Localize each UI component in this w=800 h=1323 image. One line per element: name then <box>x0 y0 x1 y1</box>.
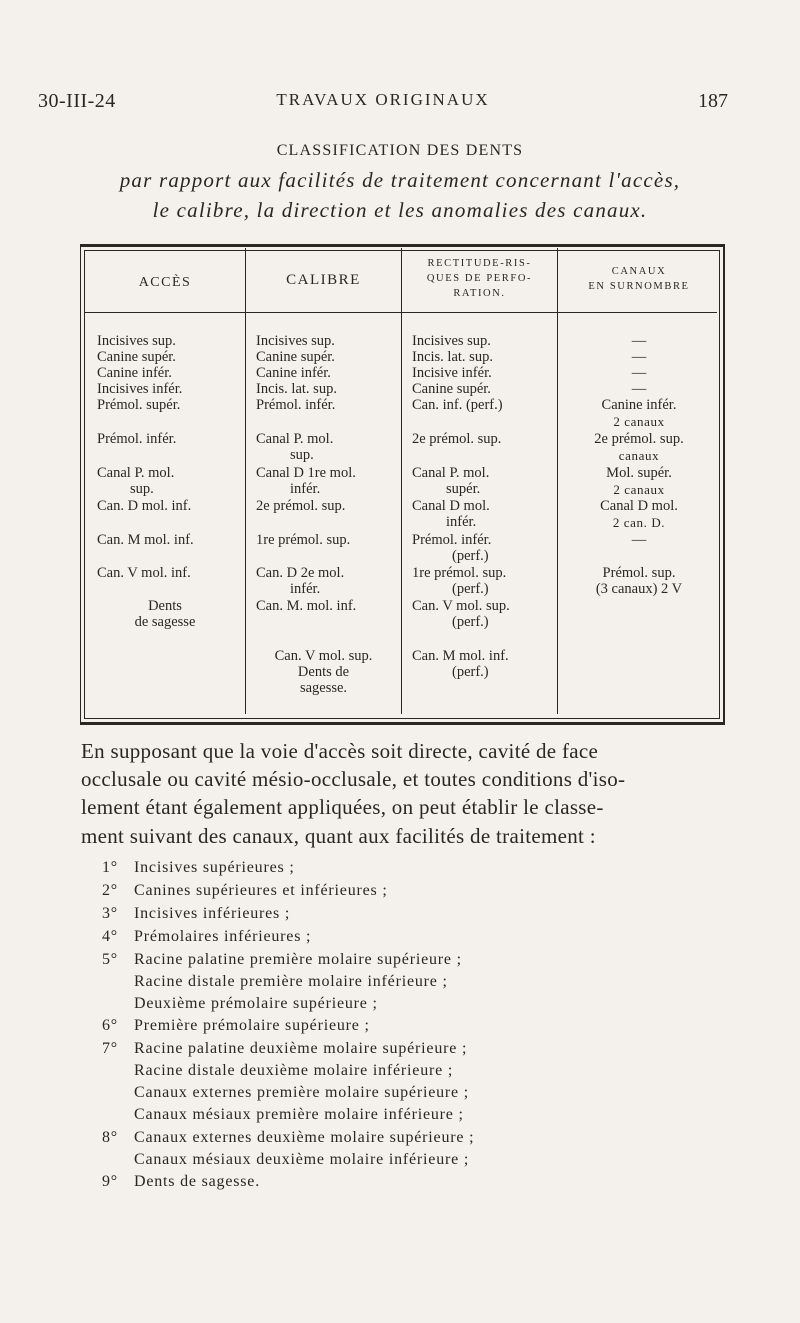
table-cell: (perf.) <box>452 614 489 630</box>
table-cell: infér. <box>290 581 321 597</box>
paragraph-line: lement étant également appliquées, on peut établir le classe- <box>81 795 604 819</box>
table-cell: Canine supér. <box>256 349 335 365</box>
table-cell: Incisive infér. <box>412 365 492 381</box>
column-header-canaux-line: CANAUX <box>611 266 667 277</box>
table-cell: 2e prémol. sup. <box>594 431 684 447</box>
table-cell: 2e prémol. sup. <box>412 431 502 447</box>
column-header-canaux-line: EN SURNOMBRE <box>588 281 690 292</box>
subtitle-line-2: le calibre, la direction et les anomalies des canaux. <box>152 198 648 222</box>
list-text: Canaux externes deuxième molaire supérieure ; <box>134 1129 475 1146</box>
table-cell: Can. V mol. inf. <box>97 565 191 581</box>
header-divider <box>85 312 717 313</box>
table-cell: Incisives sup. <box>97 333 176 349</box>
table-cell: Canine supér. <box>97 349 176 365</box>
table-cell: Canal D mol. <box>600 498 678 514</box>
table-cell: Dents de <box>297 664 350 680</box>
table-cell: Prémol. supér. <box>97 397 181 413</box>
column-header-rectitude-line: RECTITUDE-RIS- <box>427 258 532 269</box>
table-cell: sup. <box>130 481 154 497</box>
list-text: Prémolaires inférieures ; <box>134 928 312 945</box>
table-cell: Prémol. infér. <box>412 532 492 548</box>
list-text: Racine distale deuxième molaire inférieure ; <box>134 1062 454 1079</box>
page-title: CLASSIFICATION DES DENTS <box>276 142 524 159</box>
table-cell: Canine infér. <box>601 397 677 413</box>
list-text: Canaux mésiaux première molaire inférieure ; <box>134 1106 464 1123</box>
table-cell: Canine infér. <box>256 365 331 381</box>
table-cell: Canal P. mol. <box>412 465 490 481</box>
table-cell: Dents <box>148 598 182 614</box>
table-cell: (perf.) <box>452 581 489 597</box>
table-cell: Mol. supér. <box>606 465 672 481</box>
list-text: Deuxième prémolaire supérieure ; <box>134 995 378 1012</box>
table-cell: Canine supér. <box>412 381 491 397</box>
list-text: Incisives inférieures ; <box>134 905 291 922</box>
table-cell: — <box>631 365 647 381</box>
column-divider <box>557 248 558 714</box>
table-cell: 1re prémol. sup. <box>256 532 351 548</box>
table-cell: Canal D mol. <box>412 498 490 514</box>
table-cell: Incis. lat. sup. <box>412 349 493 365</box>
table-cell: Prémol. sup. <box>602 565 676 581</box>
list-text: Racine palatine deuxième molaire supérieure ; <box>134 1040 468 1057</box>
table-cell: infér. <box>446 514 477 530</box>
table-cell: Prémol. infér. <box>256 397 336 413</box>
list-text: Incisives supérieures ; <box>134 859 295 876</box>
list-text: Racine palatine première molaire supérieure ; <box>134 951 462 968</box>
table-cell: sagesse. <box>299 680 348 696</box>
table-cell: Incisives infér. <box>97 381 183 397</box>
list-number: 7° <box>102 1040 118 1057</box>
column-header-canaux <box>558 264 720 294</box>
table-cell: Canal P. mol. <box>256 431 334 447</box>
list-number: 3° <box>102 905 118 922</box>
table-cell: (3 canaux) 2 V <box>595 581 683 597</box>
paragraph-line: ment suivant des canaux, quant aux facilités de traitement : <box>81 824 596 848</box>
table-cell: Canal P. mol. <box>97 465 175 481</box>
table-cell: Incisives sup. <box>256 333 335 349</box>
table-cell: 2e prémol. sup. <box>256 498 346 514</box>
column-header-rectitude <box>402 256 557 301</box>
column-header-calibre: CALIBRE <box>286 272 361 288</box>
table-cell: 2 canaux <box>613 414 665 429</box>
list-number: 4° <box>102 928 118 945</box>
table-cell: Incisives sup. <box>412 333 491 349</box>
list-number: 6° <box>102 1017 118 1034</box>
list-text: Racine distale première molaire inférieure ; <box>134 973 448 990</box>
table-cell: Prémol. infér. <box>97 431 177 447</box>
list-text: Dents de sagesse. <box>134 1173 261 1190</box>
table-cell: 2 can. D. <box>612 515 666 530</box>
running-header <box>38 90 728 120</box>
page-number: 187 <box>698 90 728 112</box>
table-cell: Incis. lat. sup. <box>256 381 337 397</box>
table-cell: Can. D mol. inf. <box>97 498 192 514</box>
table-cell: Canal D 1re mol. <box>256 465 356 481</box>
list-number: 8° <box>102 1129 118 1146</box>
table-cell: — <box>631 333 647 349</box>
list-text: Canaux externes première molaire supérieure ; <box>134 1084 469 1101</box>
table-cell: — <box>631 381 647 397</box>
column-header-acces: ACCÈS <box>138 275 192 290</box>
list-number: 5° <box>102 951 118 968</box>
table-cell: (perf.) <box>452 548 489 564</box>
column-divider <box>245 248 246 714</box>
table-cell: — <box>631 532 647 548</box>
table-cell: Can. V mol. sup. <box>412 598 510 614</box>
paragraph-line: En supposant que la voie d'accès soit directe, cavité de face <box>81 739 599 763</box>
list-text: Canines supérieures et inférieures ; <box>134 882 388 899</box>
list-text: Première prémolaire supérieure ; <box>134 1017 370 1034</box>
table-cell: canaux <box>618 448 660 463</box>
column-header-rectitude-line: RATION. <box>453 288 506 299</box>
table-cell: Canine infér. <box>97 365 172 381</box>
header-section-title: TRAVAUX ORIGINAUX <box>276 90 490 109</box>
table-cell: Can. V mol. sup. <box>274 648 373 664</box>
list-text: Canaux mésiaux deuxième molaire inférieure ; <box>134 1151 470 1168</box>
list-number: 9° <box>102 1173 118 1190</box>
table-cell: infér. <box>290 481 321 497</box>
table-cell: de sagesse <box>134 614 196 630</box>
table-cell: — <box>631 349 647 365</box>
list-number: 1° <box>102 859 118 876</box>
header-date: 30-III-24 <box>38 90 116 112</box>
table-cell: 1re prémol. sup. <box>412 565 507 581</box>
table-cell: (perf.) <box>452 664 489 680</box>
table-cell: Can. M mol. inf. <box>412 648 509 664</box>
table-cell: sup. <box>290 447 314 463</box>
table-cell: Can. M. mol. inf. <box>256 598 357 614</box>
column-header-rectitude-line: QUES DE PERFO- <box>426 273 533 284</box>
table-cell: Can. D 2e mol. <box>256 565 345 581</box>
column-divider <box>401 248 402 714</box>
list-number: 2° <box>102 882 118 899</box>
table-cell: supér. <box>446 481 481 497</box>
table-cell: Can. inf. (perf.) <box>412 397 503 413</box>
table-cell: 2 canaux <box>613 482 665 497</box>
table-cell: Can. M mol. inf. <box>97 532 194 548</box>
paragraph-line: occlusale ou cavité mésio-occlusale, et toutes conditions d'iso- <box>81 767 626 791</box>
subtitle-line-1: par rapport aux facilités de traitement concernant l'accès, <box>119 168 681 192</box>
